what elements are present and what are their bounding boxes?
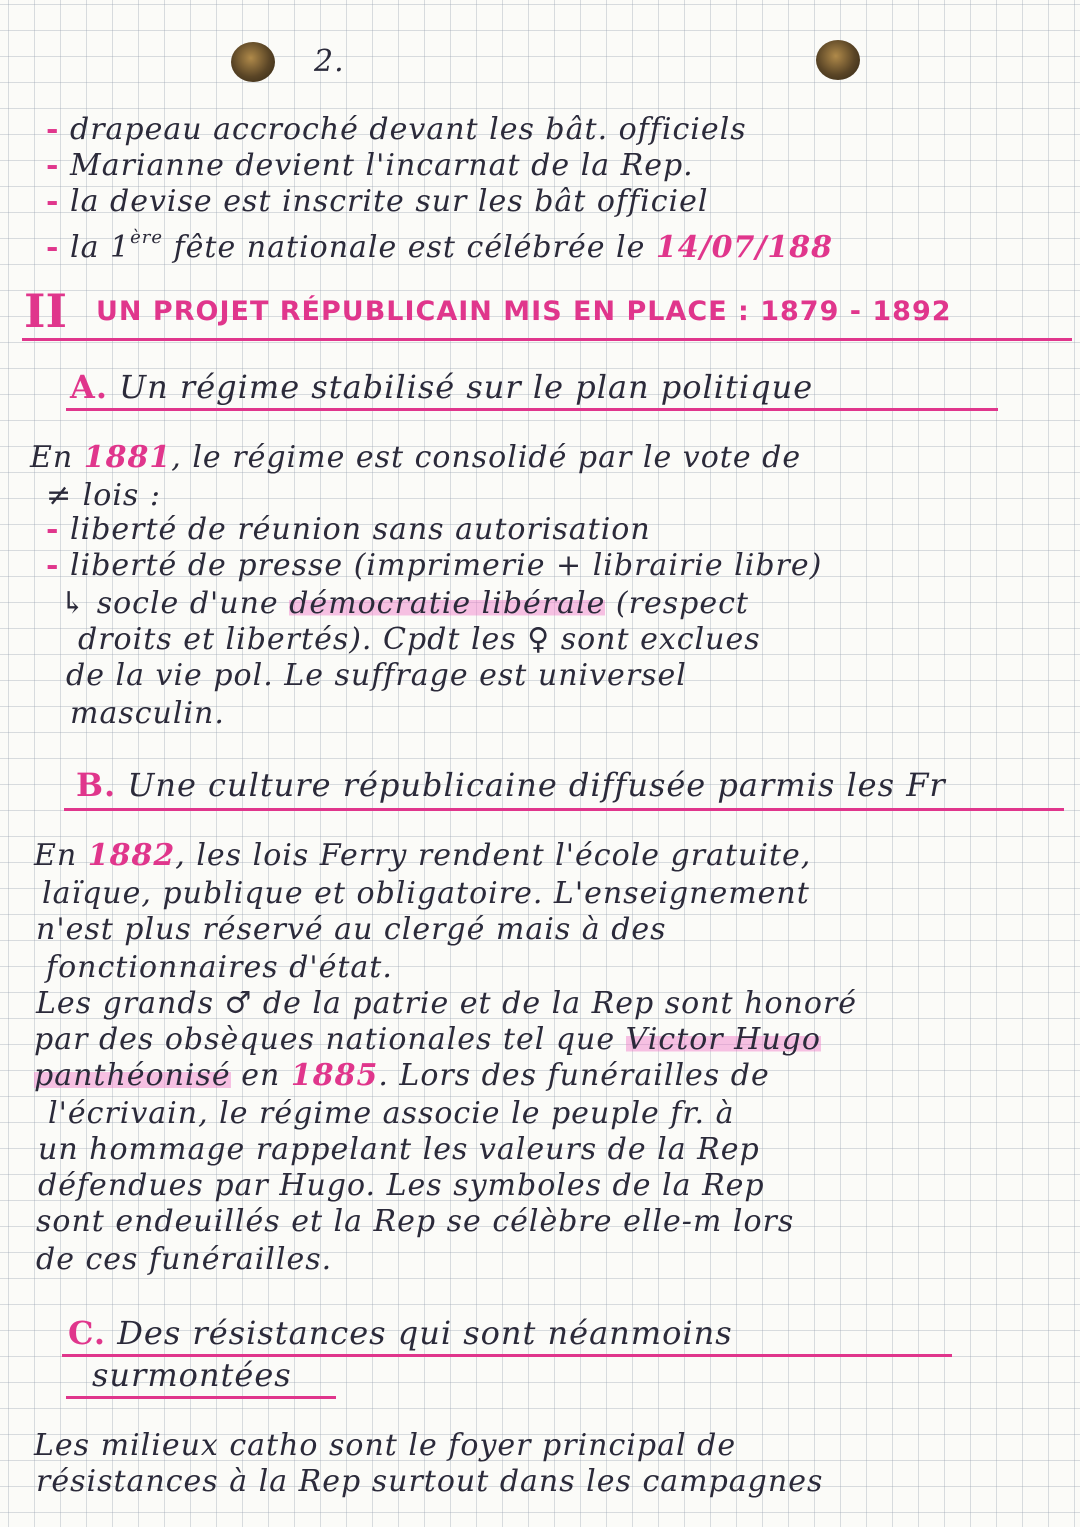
highlight-democratie: démocratie libérale	[289, 586, 606, 621]
text: en	[230, 1058, 291, 1093]
bullet-text: Marianne devient l'incarnat de la Rep.	[70, 148, 694, 183]
text: , le régime est consolidé par le vote de	[171, 440, 802, 475]
section-title: UN PROJET RÉPUBLICAIN MIS EN PLACE : 1879 - 1892	[96, 296, 952, 327]
part-b-line-12: de ces funérailles.	[36, 1242, 333, 1277]
binder-hole-left	[231, 42, 275, 82]
text: (respect	[605, 586, 749, 621]
page-number: 2.	[314, 44, 345, 79]
bullet-text: liberté de presse (imprimerie + librairie libre)	[70, 548, 823, 583]
year-highlight: 1882	[87, 838, 176, 873]
part-a-item-1	[46, 512, 651, 548]
bullet-devise	[46, 184, 709, 220]
bullet-dash: -	[46, 184, 60, 219]
text: par des obsèques nationales tel que	[34, 1022, 626, 1057]
part-a-line-1	[30, 440, 801, 476]
arrow-icon: ↳	[60, 586, 87, 621]
bullet-text-pre: la 1	[70, 230, 131, 265]
part-c-line-1: Les milieux catho sont le foyer principal de	[34, 1428, 737, 1463]
subsection-title: Un régime stabilisé sur le plan politique	[119, 368, 814, 406]
bullet-dash: -	[46, 548, 60, 583]
subsection-a-heading	[70, 368, 813, 406]
part-b-line-4: fonctionnaires d'état.	[46, 950, 393, 985]
part-c-line-2: résistances à la Rep surtout dans les campagnes	[36, 1464, 824, 1499]
date-highlight: 14/07/188	[655, 230, 833, 265]
bullet-text: liberté de réunion sans autorisation	[70, 512, 651, 547]
bullet-marianne	[46, 148, 694, 184]
part-b-line-10: défendues par Hugo. Les symboles de la Rep	[38, 1168, 765, 1203]
part-a-item-2	[46, 548, 822, 584]
text: . Lors des funérailles de	[378, 1058, 770, 1093]
part-b-line-3: n'est plus réservé au clergé mais à des	[36, 912, 667, 947]
bullet-text: drapeau accroché devant les bât. officiels	[70, 112, 747, 147]
subsection-b-underline	[64, 808, 1064, 811]
section-numeral: II	[24, 284, 68, 338]
subsection-c-underline-2	[66, 1396, 336, 1399]
ordinal-superscript: ère	[130, 227, 164, 248]
bullet-text: la devise est inscrite sur les bât officiel	[70, 184, 709, 219]
subsection-letter: B.	[76, 766, 117, 804]
year-highlight: 1885	[290, 1058, 379, 1093]
subsection-c-heading-line-2: surmontées	[92, 1356, 292, 1394]
bullet-dash: -	[46, 148, 60, 183]
part-b-line-6	[34, 1022, 821, 1058]
subsection-a-underline	[66, 408, 998, 411]
part-b-line-5: Les grands ♂ de la patrie et de la Rep sont honoré	[36, 986, 857, 1021]
part-b-line-2: laïque, publique et obligatoire. L'enseignement	[42, 876, 810, 911]
part-b-line-1	[34, 838, 811, 874]
subsection-title: Des résistances qui sont néanmoins	[117, 1314, 733, 1352]
part-b-line-7	[34, 1058, 770, 1094]
text: En	[34, 838, 88, 873]
part-a-line-2: ≠ lois :	[46, 478, 161, 513]
subsection-letter: A.	[70, 368, 108, 406]
section-title-underline	[22, 338, 1072, 341]
highlight-victor-hugo: Victor Hugo	[625, 1022, 821, 1057]
text: socle d'une	[96, 586, 290, 621]
text: En	[30, 440, 84, 475]
subsection-title: Une culture républicaine diffusée parmis les Fr	[127, 766, 946, 804]
subsection-c-heading	[68, 1314, 733, 1352]
part-a-line-7: de la vie pol. Le suffrage est universel	[66, 658, 687, 693]
part-b-line-11: sont endeuillés et la Rep se célèbre elle-m lors	[36, 1204, 795, 1239]
bullet-dash: -	[46, 230, 60, 265]
subsection-letter: C.	[68, 1314, 107, 1352]
bullet-drapeau	[46, 112, 747, 148]
part-b-line-8: l'écrivain, le régime associe le peuple fr. à	[48, 1096, 735, 1131]
year-highlight: 1881	[83, 440, 172, 475]
bullet-fete-nationale	[46, 220, 833, 266]
bullet-dash: -	[46, 512, 60, 547]
part-a-line-6: droits et libertés). Cpdt les ♀ sont exclues	[78, 622, 761, 657]
part-a-line-5	[60, 586, 749, 622]
bullet-dash: -	[46, 112, 60, 147]
binder-hole-right	[816, 40, 860, 80]
highlight-pantheonise: panthéonisé	[34, 1058, 231, 1093]
bullet-text: fête nationale est célébrée le	[163, 230, 656, 265]
part-b-line-9: un hommage rappelant les valeurs de la Rep	[38, 1132, 760, 1167]
subsection-b-heading	[76, 766, 946, 804]
part-a-line-8: masculin.	[70, 696, 225, 731]
text: , les lois Ferry rendent l'école gratuite,	[175, 838, 812, 873]
